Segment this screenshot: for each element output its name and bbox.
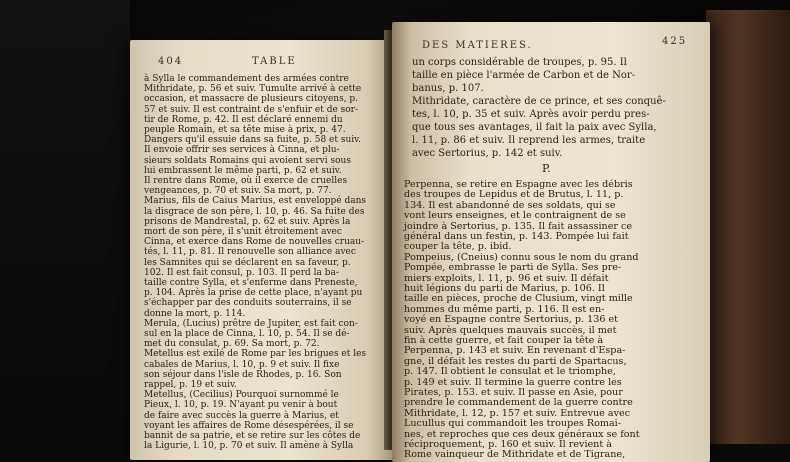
text-line: bannit de sa patrie, et se retire sur les côtes de: [144, 431, 361, 441]
text-line: réciproquement, p. 160 et suiv. Il revient à: [404, 439, 612, 450]
text-line: Perpenna, p. 143 et suiv. En revenant d'Espa-: [404, 345, 626, 357]
section-letter: P.: [542, 162, 551, 175]
text-line: de faire avec succès la guerre à Marius, et: [144, 410, 339, 421]
text-line: tés, l. 11, p. 81. Il renouvelle son alliance avec: [144, 247, 356, 258]
text-line: donne la mort, p. 114.: [144, 308, 246, 319]
text-line: Metellus, (Cecilius) Pourquoi surnommé le: [144, 390, 339, 401]
text-line: occasion, et massacre de plusieurs citoyens, p.: [144, 94, 359, 105]
text-line: Mithridate, l. 12, p. 157 et suiv. Entrevue avec: [404, 407, 631, 419]
text-line: prisons de Mandrestal, p. 62 et suiv. Après la: [144, 216, 351, 227]
text-line: taille contre Sylla, et s'enferme dans Preneste,: [144, 278, 358, 288]
text-line: mort de son père, il s'unit étroitement avec: [144, 227, 342, 237]
text-line: 57 et suiv. Il est contraint de s'enfuir et de sor-: [144, 104, 359, 115]
text-line: un corps considérable de troupes, p. 95. Il: [412, 57, 627, 68]
text-line: p. 149 et suiv. Il termine la guerre contre les: [404, 376, 622, 388]
text-line: Metellus est exilé de Rome par les brigues et les: [144, 349, 367, 360]
text-line: Marius, fils de Caius Marius, est enveloppé dans: [144, 196, 367, 207]
text-line: Pirates, p. 153. et suiv. Il passe en Asie, pour: [404, 387, 623, 398]
text-line: couper la tête, p. ibid.: [404, 241, 512, 253]
text-line: la Ligurie, l. 10, p. 70 et suiv. Il amène à Sylla: [144, 441, 354, 452]
left-page-number: 404: [158, 56, 184, 67]
text-line: Perpenna, se retire en Espagne avec les débris: [404, 179, 633, 190]
text-line: que tous ses avantages, il fait la paix avec Sylla,: [412, 122, 657, 133]
text-line: à Sylla le commandement des armées contre: [144, 74, 349, 84]
text-line: Pompeius, (Cneius) connu sous le nom du grand: [404, 251, 639, 263]
text-line: joindre à Sertorius, p. 135. Il fait assassiner ce: [404, 220, 633, 232]
text-line: p. 104. Après la prise de cette place, n'ayant pu: [144, 288, 363, 299]
text-line: Lucullus qui commandoit les troupes Romai-: [404, 418, 621, 430]
left-page: [130, 40, 398, 460]
text-line: p. 147. Il obtient le consulat et le triomphe,: [404, 366, 616, 378]
text-line: tes, l. 10, p. 35 et suiv. Après avoir perdu pres-: [412, 109, 650, 120]
text-line: tir de Rome, p. 42. Il est déclaré ennemi du: [144, 114, 343, 125]
text-line: les Samnites qui se déclarent en sa faveur, p.: [144, 257, 351, 268]
text-line: fin à cette guerre, et fait couper la tête à: [404, 335, 604, 346]
text-line: vont leurs enseignes, et le contraignent de se: [404, 210, 626, 222]
text-line: 134. Il est abandonné de ses soldats, qui se: [404, 199, 616, 211]
left-running-head: TABLE: [252, 56, 297, 67]
text-line: hommes du même parti, p. 116. Il est en-: [404, 303, 605, 315]
text-line: vengeances, p. 70 et suiv. Sa mort, p. 77.: [144, 186, 332, 197]
text-line: des troupes de Lepidus et de Brutus, l. 11, p.: [404, 189, 624, 201]
background-left: [0, 0, 130, 444]
text-line: prendre le commandement de la guerre contre: [404, 397, 633, 409]
text-line: Rome vainqueur de Mithridate et de Tigrane,: [404, 449, 626, 461]
text-line: peuple Romain, et sa tête mise à prix, p. 47.: [144, 125, 346, 135]
book-cover-edge: [706, 10, 790, 444]
text-line: Pompée, embrasse le parti de Sylla. Ses pre-: [404, 262, 622, 274]
text-line: lui embrassent le même parti, p. 62 et suiv.: [144, 165, 342, 176]
text-line: voyé en Espagne contre Sertorius, p. 136 et: [404, 314, 619, 326]
right-running-head: DES MATIERES.: [422, 40, 533, 51]
right-page-number: 425: [662, 36, 688, 47]
right-page: [392, 22, 710, 462]
text-line: sul en la place de Cinna, l. 10, p. 54. Il se dé-: [144, 329, 350, 339]
text-line: Dangers qu'il essuie dans sa fuite, p. 58 et suiv.: [144, 135, 362, 146]
text-line: Pieux, l. 10, p. 19. N'ayant pu venir à bout: [144, 400, 338, 411]
text-line: banus, p. 107.: [412, 83, 484, 94]
text-line: général dans un festin, p. 143. Pompée lui fait: [404, 231, 629, 242]
text-line: Cinna, et exerce dans Rome de nouvelles cruau-: [144, 237, 365, 248]
text-line: Mithridate, caractère de ce prince, et ses conquê-: [412, 96, 666, 107]
text-line: voyant les affaires de Rome désespérées, il se: [144, 420, 354, 431]
text-line: taille en pièces, proche de Clusium, vingt mille: [404, 293, 633, 305]
text-line: cabales de Marius, l. 10, p. 9 et suiv. Il fixe: [144, 359, 340, 370]
text-line: gne, il défait les restes du parti de Spartacus,: [404, 355, 627, 367]
text-line: rappel, p. 19 et suiv.: [144, 380, 237, 390]
text-line: Il rentre dans Rome, où il exerce de cruelles: [144, 176, 348, 186]
text-line: met du consulat, p. 69. Sa mort, p. 72.: [144, 339, 320, 350]
text-line: huit légions du parti de Marius, p. 106. Il: [404, 283, 605, 294]
text-line: Mithridate, p. 56 et suiv. Tumulte arrivé à cette: [144, 84, 362, 95]
text-line: Il envoie offrir ses services à Cinna, et plu-: [144, 145, 340, 156]
text-line: la disgrace de son père, l. 10, p. 46. Sa fuite des: [144, 206, 365, 217]
text-line: s'échapper par des conduits souterrains, il se: [144, 298, 352, 309]
text-line: miers exploits, l. 11, p. 96 et suiv. Il défait: [404, 272, 609, 284]
text-line: 102. Il est fait consul, p. 103. Il perd la ba-: [144, 267, 339, 278]
text-line: avec Sertorius, p. 142 et suiv.: [412, 148, 563, 159]
text-line: son séjour dans l'isle de Rhodes, p. 16. Son: [144, 369, 342, 380]
text-line: sieurs soldats Romains qui avoient servi sous: [144, 155, 351, 166]
text-line: Merula, (Lucius) prêtre de Jupiter, est fait con-: [144, 318, 358, 329]
text-line: suiv. Après quelques mauvais succès, il met: [404, 324, 617, 336]
text-line: taille en pièce l'armée de Carbon et de Nor-: [412, 70, 636, 81]
text-line: nes, et reproches que ces deux généraux se font: [404, 428, 640, 440]
text-line: l. 11, p. 86 et suiv. Il reprend les armes, traite: [412, 135, 646, 146]
